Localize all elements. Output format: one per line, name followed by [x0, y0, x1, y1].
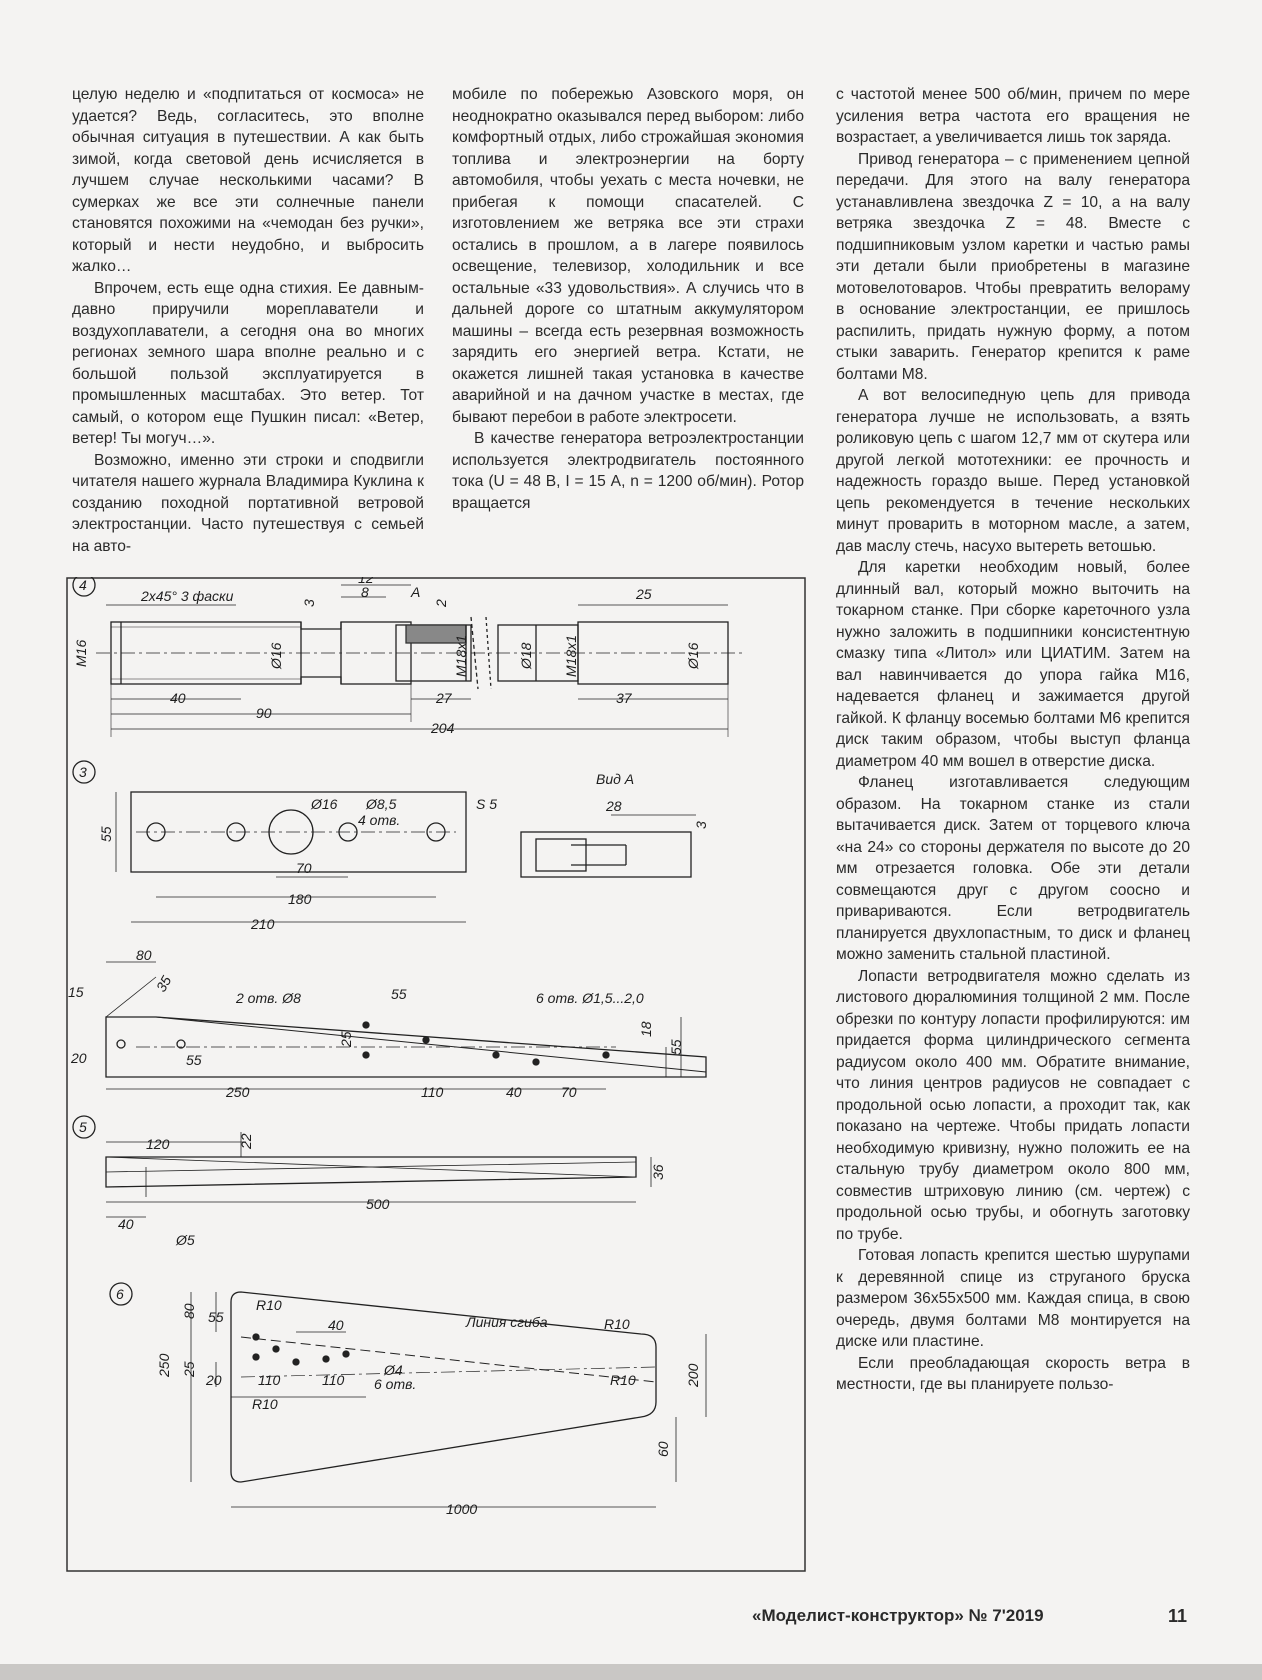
part5-dim120: 120	[146, 1136, 170, 1152]
part6-dim110: 110	[258, 1372, 281, 1388]
part5-dim36: 36	[650, 1164, 666, 1180]
part4-dim3: 3	[301, 599, 317, 607]
part4-dim25: 25	[636, 586, 652, 602]
part6-bend-line: Линия сгиба	[466, 1314, 548, 1330]
part5-dia5: Ø5	[176, 1232, 195, 1248]
part5-dim500: 500	[366, 1196, 390, 1212]
part5-dim55c: 55	[186, 1052, 202, 1068]
part6-r10a: R10	[256, 1297, 282, 1313]
part5-dim55: 55	[391, 986, 407, 1002]
part6-dim200: 200	[685, 1363, 701, 1387]
part5-dim110: 110	[421, 1084, 444, 1100]
part4-number: 4	[79, 577, 87, 593]
paragraph: мобиле по побережью Азовского моря, он неоднократно оказывался перед выбором: либо комфортный отдых, либо строжайшая экономия топлива и электроэнергии на борту автомобиля, чтобы уехать с места ночевки, не прибегая к помощи спасателей. С изготовлением же ветряка все эти страхи остались в прошлом, а в лагере появилось освещение, телевизор, холодильник и все остальные «33 удовольствия». А случись что в дальней дороге со штатным аккумулятором машины – всегда есть резервная возможность зарядить его энергией ветра. Кстати, не окажется лишней такая установка в качестве аварийной и на дачном участке в местах, где бывают перебои в работе электросети.	[452, 86, 804, 426]
part4-dim90: 90	[256, 705, 272, 721]
part3-dim55: 55	[98, 826, 114, 842]
part6-dim1000: 1000	[446, 1501, 478, 1517]
bottom-strip	[0, 1664, 1262, 1680]
part3-holes4: 4 отв.	[358, 812, 401, 828]
part6-holes6: 6 отв.	[374, 1376, 417, 1392]
part4-thread-m18: М18х1	[453, 634, 469, 677]
paragraph: Впрочем, есть еще одна стихия. Ее давным-давно приручили мореплаватели и воздухоплаватели, а сегодня она во многих регионах земного шара вполне реально и с большой пользой эксплуатируется в промышленных масштабах. Это ветер. Тот самый, о котором еще Пушкин писал: «Ветер, ветер! Ты могуч…».	[72, 279, 424, 447]
part6-dim80: 80	[181, 1303, 197, 1319]
part4-dia16b: Ø16	[685, 642, 701, 669]
part5-holes6: 6 отв. Ø1,5...2,0	[536, 990, 644, 1006]
part3-dim3: 3	[693, 821, 709, 829]
part5-dim15: 15	[68, 984, 84, 1000]
paragraph: А вот велосипедную цепь для привода генератора лучше не использовать, а взять роликовую цепь с шагом 12,7 мм от скутера или другой легкой мототехники: ее прочность и надежность гораздо выше. Перед установкой цепь рекомендуется в течение нескольких минут проварить в моторном масле, а затем, дав маслу стечь, насухо вытереть ветошью.	[836, 387, 1190, 555]
part4-dim40: 40	[170, 690, 186, 706]
part4-dim8: 8	[361, 584, 369, 600]
paragraph: с частотой менее 500 об/мин, причем по мере усиления ветра частота его вращения не возрастает, а увеличивается лишь ток заряда.	[836, 86, 1190, 146]
part6-r10b: R10	[604, 1316, 630, 1332]
part4-dia16: Ø16	[268, 642, 284, 669]
part5-dim18: 18	[638, 1021, 654, 1037]
part6-r10c: R10	[252, 1396, 278, 1412]
part5-dim70: 70	[561, 1084, 577, 1100]
part6-number: 6	[116, 1286, 124, 1302]
paragraph: Если преобладающая скорость ветра в местности, где вы планируете пользо-	[836, 1354, 1190, 1393]
part4-thread-m16: М16	[73, 639, 89, 667]
part4-view-a: А	[411, 584, 421, 600]
part5-dim22: 22	[238, 1133, 254, 1149]
part3-dim70: 70	[296, 860, 312, 876]
part6-r10d: R10	[610, 1372, 636, 1388]
part3-view-label: Вид А	[596, 771, 635, 787]
part6-dia4: Ø4	[384, 1362, 403, 1378]
part5-dim25: 25	[338, 1031, 354, 1047]
part5-number: 5	[79, 1119, 87, 1135]
paragraph: Фланец изготавливается следующим образом. На токарном станке из стали вытачивается диск. Затем от торцевого ключа «на 24» со стороны держателя по высоте до 20 мм отрезается головка. Обе эти детали совмещаются друг с другом соосно и привариваются. Если ветродвигатель планируется двухлопастным, то диск и фланец можно заменить стальной пластиной.	[836, 774, 1190, 963]
paragraph: Для каретки необходим новый, более длинный вал, который можно выточить на токарном станке. При сборке кареточного узла нужно заложить в подшипники консистентную смазку типа «Литол» или ЦИАТИМ. Затем на вал навинчивается до упора гайка М16, надевается фланец и зажимается другой гайкой. К фланцу восемью болтами М6 крепится диск таким образом, чтобы выступ фланца диаметром 40 мм вошел в отверстие диска.	[836, 559, 1190, 770]
part4-dim27: 27	[436, 690, 452, 706]
part6-dim60: 60	[655, 1441, 671, 1457]
part5-dim20: 20	[71, 1050, 87, 1066]
text-column-2	[452, 84, 804, 514]
part5-dim250: 250	[226, 1084, 250, 1100]
paragraph: В качестве генератора ветроэлектростанции используется электродвигатель постоянного тока (U = 48 В, I = 15 А, n = 1200 об/мин). Ротор вращается	[452, 430, 804, 512]
part3-number: 3	[79, 764, 87, 780]
part5-dim80: 80	[136, 947, 152, 963]
part6-dim20: 20	[206, 1372, 222, 1388]
part6-dim250: 250	[156, 1353, 172, 1377]
paragraph: Лопасти ветродвигателя можно сделать из листового дюралюминия толщиной 2 мм. После обрезки по контуру лопасти профилируются: им придается форма цилиндрического сегмента радиусом около 400 мм. Обратите внимание, что линия центров радиусов не совпадает с продольной осью лопасти, а проходит так, как показано на чертеже. Чтобы придать лопасти необходимую кривизну, нужно положить ее на стальную трубу диаметром около 800 мм, совместив штриховую линию (см. чертеж) с продольной осью трубы, и обогнуть заготовку по трубе.	[836, 967, 1190, 1243]
part3-dim180: 180	[288, 891, 312, 907]
part3-dim28: 28	[606, 798, 622, 814]
part4-dim2: 2	[433, 599, 449, 607]
paragraph: Возможно, именно эти строки и сподвигли читателя нашего журнала Владимира Куклина к созданию походной портативной ветровой электростанции. Часто путешествуя с семьей на авто-	[72, 451, 424, 555]
part3-dia8-5: Ø8,5	[366, 796, 397, 812]
part5-holes2: 2 отв. Ø8	[236, 990, 301, 1006]
part5-dim55b: 55	[668, 1039, 684, 1055]
technical-drawing	[66, 577, 806, 1572]
part5-dim35: 35	[152, 973, 175, 995]
paragraph: Готовая лопасть крепится шестью шурупами к деревянной спице из струганого бруска размером 36х55х500 мм. Каждая спица, в свою очередь, двумя болтами М8 монтируется на диске или пластине.	[836, 1247, 1190, 1350]
paragraph: целую неделю и «подпитаться от космоса» не удается? Ведь, согласитесь, это вполне обычная ситуация в путешествии. А как быть зимой, когда световой день исчисляется в лучшем случае несколькими часами? В сумерках же все эти солнечные панели становятся похожими на «чемодан без ручки», который и нести неудобно, и выбросить жалко…	[72, 86, 424, 275]
text-column-1	[72, 84, 424, 557]
part4-thread-m18b: М18х1	[563, 634, 579, 677]
part4-dia18: Ø18	[518, 642, 534, 669]
magazine-name: «Моделист-конструктор» № 7'2019	[752, 1606, 1044, 1625]
part3-dia16: Ø16	[311, 796, 338, 812]
part4-dim37: 37	[616, 690, 632, 706]
part5-dim40: 40	[506, 1084, 522, 1100]
part6-dim40: 40	[328, 1317, 344, 1333]
part6-dim25: 25	[181, 1361, 197, 1377]
part6-dim55: 55	[208, 1309, 224, 1325]
part5-dim40b: 40	[118, 1216, 134, 1232]
drawing-svg	[66, 577, 806, 1572]
part4-chamfer: 2х45° 3 фаски	[141, 588, 234, 604]
part3-thickness: S 5	[476, 796, 498, 812]
paragraph: Привод генератора – с применением цепной передачи. Для этого на валу генератора устанавливлена звездочка Z = 10, а на валу ветряка звездочка Z = 48. Вместе с подшипниковым узлом каретки и частью рамы эти детали были приобретены в магазине мотовелотоваров. Чтобы превратить велораму в основание электростанции, ее пришлось распилить, придать нужную форму, а потом стыки заварить. Генератор крепится к раме болтами М8.	[836, 150, 1190, 383]
part4-dim12: 12	[358, 577, 374, 586]
text-column-3	[836, 84, 1190, 1396]
part3-dim210: 210	[251, 916, 275, 932]
part4-dim204: 204	[431, 720, 455, 736]
page-number: 11	[1168, 1606, 1188, 1626]
part6-dim110b: 110	[322, 1372, 345, 1388]
